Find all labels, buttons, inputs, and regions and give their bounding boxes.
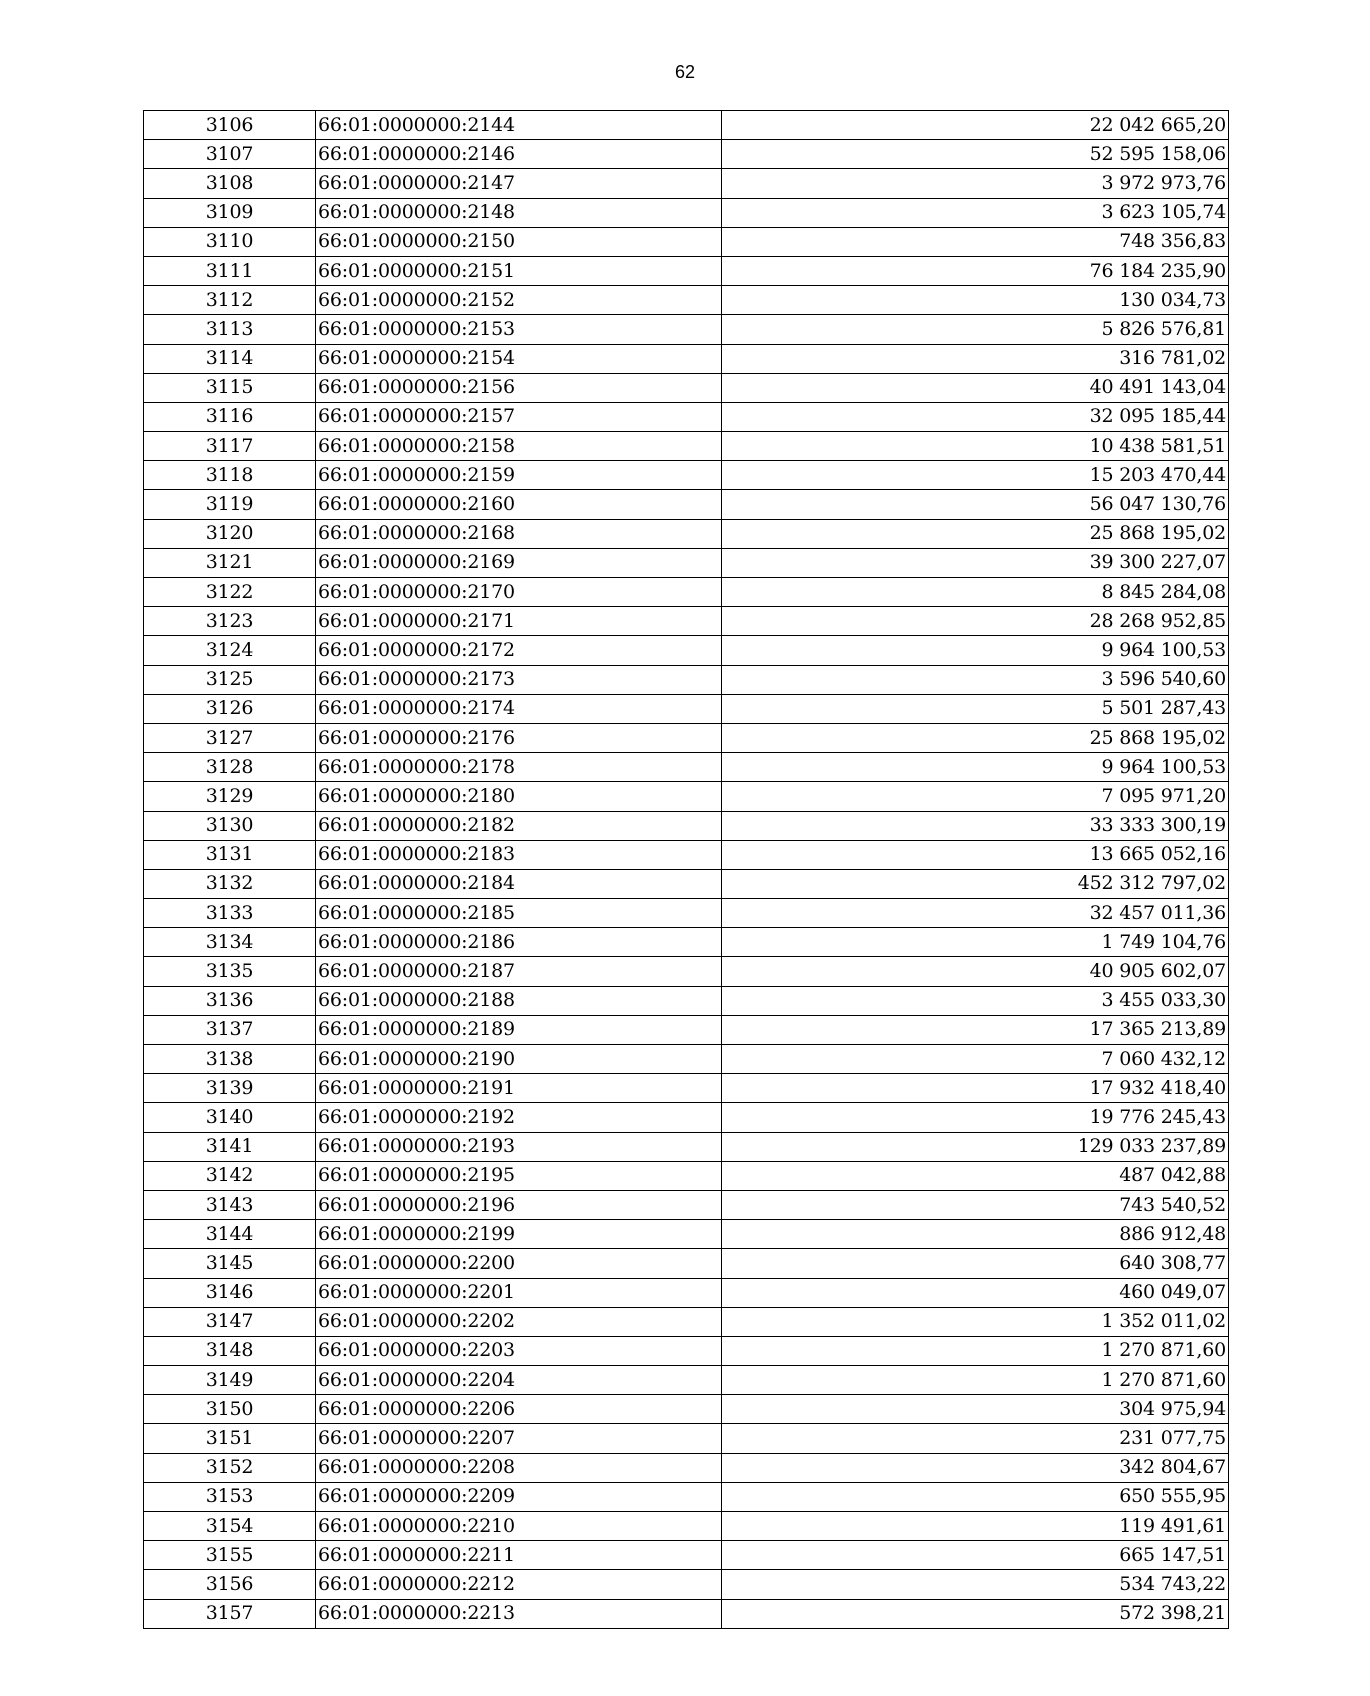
table-row xyxy=(144,1190,1229,1219)
table-row xyxy=(144,227,1229,256)
cadastral-value: 40 905 602,07 xyxy=(722,957,1229,986)
cadastral-value: 748 356,83 xyxy=(722,227,1229,256)
table-row xyxy=(144,256,1229,285)
table-row xyxy=(144,402,1229,431)
row-number: 3140 xyxy=(144,1103,316,1132)
cadastral-value: 572 398,21 xyxy=(722,1599,1229,1628)
row-number: 3108 xyxy=(144,169,316,198)
row-number: 3129 xyxy=(144,782,316,811)
cadastral-value: 8 845 284,08 xyxy=(722,578,1229,607)
cadastral-number: 66:01:0000000:2190 xyxy=(316,1045,722,1074)
cadastral-number: 66:01:0000000:2209 xyxy=(316,1482,722,1511)
cadastral-number: 66:01:0000000:2150 xyxy=(316,227,722,256)
row-number: 3123 xyxy=(144,607,316,636)
cadastral-value: 5 826 576,81 xyxy=(722,315,1229,344)
cadastral-number: 66:01:0000000:2196 xyxy=(316,1190,722,1219)
cadastral-number: 66:01:0000000:2210 xyxy=(316,1512,722,1541)
row-number: 3111 xyxy=(144,256,316,285)
table-row xyxy=(144,519,1229,548)
table-row xyxy=(144,1453,1229,1482)
cadastral-number: 66:01:0000000:2151 xyxy=(316,256,722,285)
cadastral-number: 66:01:0000000:2152 xyxy=(316,286,722,315)
cadastral-number: 66:01:0000000:2153 xyxy=(316,315,722,344)
row-number: 3131 xyxy=(144,840,316,869)
cadastral-number: 66:01:0000000:2211 xyxy=(316,1541,722,1570)
table-row xyxy=(144,1482,1229,1511)
table-row xyxy=(144,986,1229,1015)
cadastral-number: 66:01:0000000:2182 xyxy=(316,811,722,840)
table-row xyxy=(144,957,1229,986)
cadastral-number: 66:01:0000000:2195 xyxy=(316,1161,722,1190)
cadastral-value: 3 623 105,74 xyxy=(722,198,1229,227)
row-number: 3152 xyxy=(144,1453,316,1482)
table-row xyxy=(144,1249,1229,1278)
table-row xyxy=(144,1336,1229,1365)
cadastral-number: 66:01:0000000:2172 xyxy=(316,636,722,665)
table-row xyxy=(144,461,1229,490)
row-number: 3107 xyxy=(144,140,316,169)
table-row xyxy=(144,1366,1229,1395)
row-number: 3138 xyxy=(144,1045,316,1074)
row-number: 3157 xyxy=(144,1599,316,1628)
cadastral-number: 66:01:0000000:2174 xyxy=(316,694,722,723)
cadastral-value: 22 042 665,20 xyxy=(722,111,1229,140)
cadastral-value: 17 932 418,40 xyxy=(722,1074,1229,1103)
table-row xyxy=(144,1424,1229,1453)
row-number: 3122 xyxy=(144,578,316,607)
table-row xyxy=(144,1599,1229,1628)
table-row xyxy=(144,723,1229,752)
cadastral-value: 316 781,02 xyxy=(722,344,1229,373)
cadastral-number: 66:01:0000000:2201 xyxy=(316,1278,722,1307)
row-number: 3117 xyxy=(144,432,316,461)
cadastral-number: 66:01:0000000:2169 xyxy=(316,548,722,577)
row-number: 3113 xyxy=(144,315,316,344)
cadastral-value: 33 333 300,19 xyxy=(722,811,1229,840)
cadastral-value: 665 147,51 xyxy=(722,1541,1229,1570)
cadastral-value: 19 776 245,43 xyxy=(722,1103,1229,1132)
row-number: 3147 xyxy=(144,1307,316,1336)
row-number: 3116 xyxy=(144,402,316,431)
table-body xyxy=(144,111,1229,1629)
cadastral-number: 66:01:0000000:2204 xyxy=(316,1366,722,1395)
cadastral-number: 66:01:0000000:2193 xyxy=(316,1132,722,1161)
cadastral-number: 66:01:0000000:2156 xyxy=(316,373,722,402)
table-row xyxy=(144,1015,1229,1044)
row-number: 3146 xyxy=(144,1278,316,1307)
row-number: 3121 xyxy=(144,548,316,577)
table-row xyxy=(144,373,1229,402)
cadastral-number: 66:01:0000000:2188 xyxy=(316,986,722,1015)
cadastral-number: 66:01:0000000:2159 xyxy=(316,461,722,490)
cadastral-value: 487 042,88 xyxy=(722,1161,1229,1190)
table-row xyxy=(144,840,1229,869)
table-row xyxy=(144,811,1229,840)
cadastral-number: 66:01:0000000:2170 xyxy=(316,578,722,607)
table-row xyxy=(144,286,1229,315)
cadastral-number: 66:01:0000000:2154 xyxy=(316,344,722,373)
cadastral-number: 66:01:0000000:2186 xyxy=(316,928,722,957)
row-number: 3130 xyxy=(144,811,316,840)
table-row xyxy=(144,1278,1229,1307)
cadastral-value: 1 352 011,02 xyxy=(722,1307,1229,1336)
cadastral-value: 1 270 871,60 xyxy=(722,1366,1229,1395)
cadastral-value: 640 308,77 xyxy=(722,1249,1229,1278)
cadastral-value: 7 060 432,12 xyxy=(722,1045,1229,1074)
cadastral-value: 56 047 130,76 xyxy=(722,490,1229,519)
cadastral-value: 52 595 158,06 xyxy=(722,140,1229,169)
row-number: 3142 xyxy=(144,1161,316,1190)
cadastral-number: 66:01:0000000:2191 xyxy=(316,1074,722,1103)
cadastral-number: 66:01:0000000:2203 xyxy=(316,1336,722,1365)
cadastral-value: 130 034,73 xyxy=(722,286,1229,315)
cadastral-number: 66:01:0000000:2187 xyxy=(316,957,722,986)
table-row xyxy=(144,928,1229,957)
cadastral-value: 650 555,95 xyxy=(722,1482,1229,1511)
table-row xyxy=(144,1132,1229,1161)
cadastral-number: 66:01:0000000:2180 xyxy=(316,782,722,811)
cadastral-value: 17 365 213,89 xyxy=(722,1015,1229,1044)
cadastral-number: 66:01:0000000:2168 xyxy=(316,519,722,548)
cadastral-value: 743 540,52 xyxy=(722,1190,1229,1219)
row-number: 3127 xyxy=(144,723,316,752)
cadastral-number: 66:01:0000000:2192 xyxy=(316,1103,722,1132)
table-row xyxy=(144,548,1229,577)
table-row xyxy=(144,198,1229,227)
cadastral-number: 66:01:0000000:2208 xyxy=(316,1453,722,1482)
cadastral-number: 66:01:0000000:2202 xyxy=(316,1307,722,1336)
cadastral-value: 342 804,67 xyxy=(722,1453,1229,1482)
cadastral-value: 5 501 287,43 xyxy=(722,694,1229,723)
cadastral-value: 3 972 973,76 xyxy=(722,169,1229,198)
table-row xyxy=(144,140,1229,169)
row-number: 3141 xyxy=(144,1132,316,1161)
table-row xyxy=(144,315,1229,344)
table-row xyxy=(144,111,1229,140)
cadastral-value-table xyxy=(143,110,1229,1629)
cadastral-number: 66:01:0000000:2176 xyxy=(316,723,722,752)
table-row xyxy=(144,1512,1229,1541)
cadastral-number: 66:01:0000000:2200 xyxy=(316,1249,722,1278)
cadastral-value: 534 743,22 xyxy=(722,1570,1229,1599)
row-number: 3126 xyxy=(144,694,316,723)
cadastral-value: 76 184 235,90 xyxy=(722,256,1229,285)
cadastral-number: 66:01:0000000:2178 xyxy=(316,753,722,782)
row-number: 3134 xyxy=(144,928,316,957)
table-row xyxy=(144,1395,1229,1424)
table-row xyxy=(144,607,1229,636)
row-number: 3154 xyxy=(144,1512,316,1541)
row-number: 3115 xyxy=(144,373,316,402)
row-number: 3155 xyxy=(144,1541,316,1570)
cadastral-number: 66:01:0000000:2207 xyxy=(316,1424,722,1453)
row-number: 3149 xyxy=(144,1366,316,1395)
cadastral-number: 66:01:0000000:2158 xyxy=(316,432,722,461)
row-number: 3114 xyxy=(144,344,316,373)
cadastral-number: 66:01:0000000:2147 xyxy=(316,169,722,198)
cadastral-number: 66:01:0000000:2173 xyxy=(316,665,722,694)
cadastral-value: 39 300 227,07 xyxy=(722,548,1229,577)
row-number: 3136 xyxy=(144,986,316,1015)
table-row xyxy=(144,344,1229,373)
row-number: 3118 xyxy=(144,461,316,490)
cadastral-value: 7 095 971,20 xyxy=(722,782,1229,811)
table-row xyxy=(144,1103,1229,1132)
cadastral-value: 460 049,07 xyxy=(722,1278,1229,1307)
table-row xyxy=(144,899,1229,928)
row-number: 3124 xyxy=(144,636,316,665)
row-number: 3144 xyxy=(144,1220,316,1249)
table-row xyxy=(144,782,1229,811)
row-number: 3151 xyxy=(144,1424,316,1453)
row-number: 3120 xyxy=(144,519,316,548)
cadastral-value: 15 203 470,44 xyxy=(722,461,1229,490)
cadastral-value: 3 455 033,30 xyxy=(722,986,1229,1015)
cadastral-value: 129 033 237,89 xyxy=(722,1132,1229,1161)
cadastral-value: 886 912,48 xyxy=(722,1220,1229,1249)
row-number: 3143 xyxy=(144,1190,316,1219)
cadastral-number: 66:01:0000000:2183 xyxy=(316,840,722,869)
table-row xyxy=(144,1570,1229,1599)
cadastral-number: 66:01:0000000:2206 xyxy=(316,1395,722,1424)
table-row xyxy=(144,694,1229,723)
cadastral-value: 1 270 871,60 xyxy=(722,1336,1229,1365)
cadastral-value: 40 491 143,04 xyxy=(722,373,1229,402)
cadastral-number: 66:01:0000000:2184 xyxy=(316,869,722,898)
cadastral-number: 66:01:0000000:2148 xyxy=(316,198,722,227)
cadastral-value: 32 095 185,44 xyxy=(722,402,1229,431)
table-row xyxy=(144,1074,1229,1103)
table-row xyxy=(144,665,1229,694)
cadastral-value: 25 868 195,02 xyxy=(722,519,1229,548)
cadastral-value: 231 077,75 xyxy=(722,1424,1229,1453)
cadastral-number: 66:01:0000000:2199 xyxy=(316,1220,722,1249)
cadastral-number: 66:01:0000000:2189 xyxy=(316,1015,722,1044)
table-row xyxy=(144,869,1229,898)
cadastral-value: 32 457 011,36 xyxy=(722,899,1229,928)
table-row xyxy=(144,1307,1229,1336)
table-row xyxy=(144,1161,1229,1190)
cadastral-value: 28 268 952,85 xyxy=(722,607,1229,636)
table-row xyxy=(144,636,1229,665)
row-number: 3110 xyxy=(144,227,316,256)
row-number: 3128 xyxy=(144,753,316,782)
cadastral-number: 66:01:0000000:2144 xyxy=(316,111,722,140)
row-number: 3112 xyxy=(144,286,316,315)
table-row xyxy=(144,1541,1229,1570)
cadastral-value: 10 438 581,51 xyxy=(722,432,1229,461)
cadastral-value: 25 868 195,02 xyxy=(722,723,1229,752)
row-number: 3148 xyxy=(144,1336,316,1365)
cadastral-value: 3 596 540,60 xyxy=(722,665,1229,694)
cadastral-value: 119 491,61 xyxy=(722,1512,1229,1541)
row-number: 3106 xyxy=(144,111,316,140)
table-row xyxy=(144,490,1229,519)
cadastral-value: 13 665 052,16 xyxy=(722,840,1229,869)
cadastral-value: 9 964 100,53 xyxy=(722,753,1229,782)
row-number: 3137 xyxy=(144,1015,316,1044)
row-number: 3145 xyxy=(144,1249,316,1278)
row-number: 3119 xyxy=(144,490,316,519)
row-number: 3132 xyxy=(144,869,316,898)
table-row xyxy=(144,1220,1229,1249)
cadastral-number: 66:01:0000000:2185 xyxy=(316,899,722,928)
row-number: 3125 xyxy=(144,665,316,694)
row-number: 3150 xyxy=(144,1395,316,1424)
cadastral-number: 66:01:0000000:2213 xyxy=(316,1599,722,1628)
row-number: 3135 xyxy=(144,957,316,986)
cadastral-number: 66:01:0000000:2157 xyxy=(316,402,722,431)
row-number: 3153 xyxy=(144,1482,316,1511)
page-number: 62 xyxy=(674,62,696,82)
row-number: 3156 xyxy=(144,1570,316,1599)
table-row xyxy=(144,578,1229,607)
cadastral-value: 9 964 100,53 xyxy=(722,636,1229,665)
row-number: 3133 xyxy=(144,899,316,928)
table-row xyxy=(144,1045,1229,1074)
cadastral-number: 66:01:0000000:2160 xyxy=(316,490,722,519)
table-row xyxy=(144,432,1229,461)
row-number: 3109 xyxy=(144,198,316,227)
table-row xyxy=(144,169,1229,198)
cadastral-number: 66:01:0000000:2146 xyxy=(316,140,722,169)
cadastral-number: 66:01:0000000:2171 xyxy=(316,607,722,636)
cadastral-value: 452 312 797,02 xyxy=(722,869,1229,898)
cadastral-value: 304 975,94 xyxy=(722,1395,1229,1424)
cadastral-number: 66:01:0000000:2212 xyxy=(316,1570,722,1599)
table-row xyxy=(144,753,1229,782)
cadastral-value: 1 749 104,76 xyxy=(722,928,1229,957)
row-number: 3139 xyxy=(144,1074,316,1103)
